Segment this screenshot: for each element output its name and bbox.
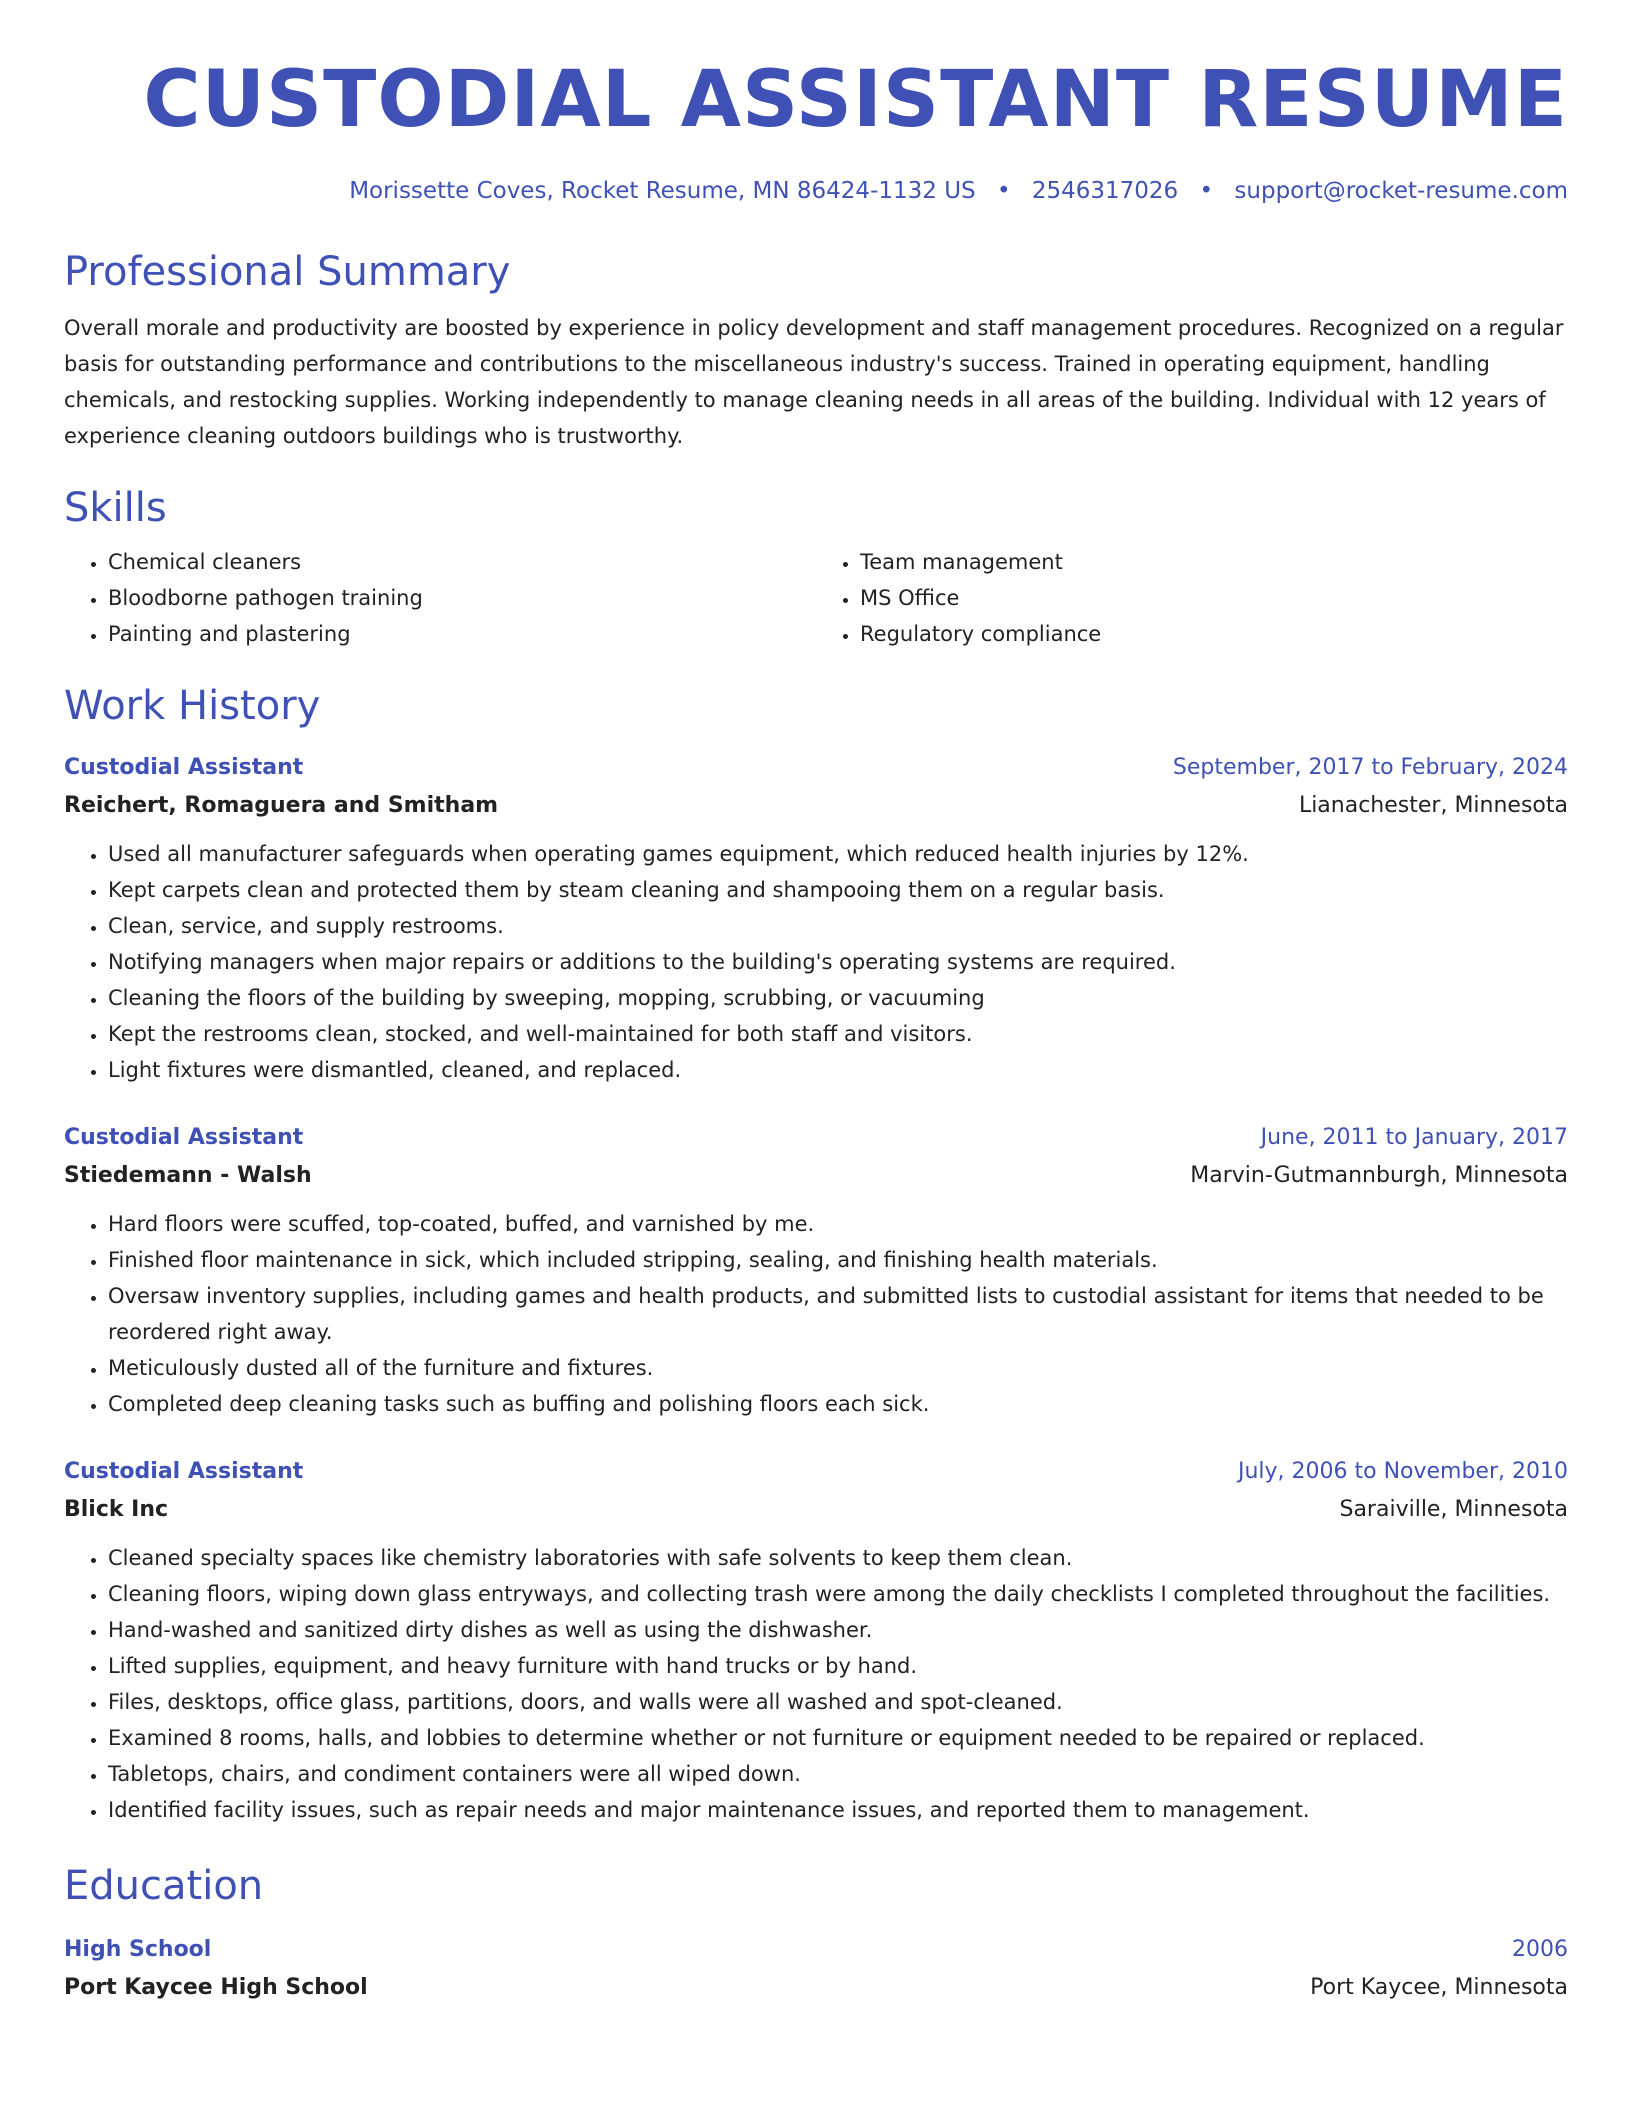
job-bullet: • Examined 8 rooms, halls, and lobbies to determine whether or not furniture or equipment needed to be repaired or replaced. [108, 1720, 1568, 1756]
contact-address: Morissette Coves, Rocket Resume, MN 86424-1132 US [349, 178, 976, 204]
contact-separator: • [996, 178, 1011, 204]
job-role: Custodial Assistant [64, 755, 304, 780]
job-bullet: • Kept the restrooms clean, stocked, and well-maintained for both staff and visitors. [108, 1016, 1568, 1052]
contact-email: support@rocket-resume.com [1234, 178, 1568, 204]
skill-item: • MS Office [860, 580, 1568, 616]
resume-title: CUSTODIAL ASSISTANT RESUME [143, 55, 1568, 145]
job-dates: July, 2006 to November, 2010 [1237, 1459, 1568, 1484]
section-title-skills: Skills [64, 485, 167, 531]
job-dates: September, 2017 to February, 2024 [1172, 755, 1568, 780]
contact-phone: 2546317026 [1031, 178, 1179, 204]
skills-column-right [816, 544, 1568, 652]
job-bullet: • Files, desktops, office glass, partitions, doors, and walls were all washed and spot-cleaned. [108, 1684, 1568, 1720]
job-bullets [64, 1540, 1568, 1828]
job-company: Blick Inc [64, 1497, 169, 1522]
job-bullet: • Cleaning floors, wiping down glass entryways, and collecting trash were among the daily checklists I completed throughout the facilities. [108, 1576, 1568, 1612]
job-role: Custodial Assistant [64, 1125, 304, 1150]
job-bullet: • Notifying managers when major repairs or additions to the building's operating systems are required. [108, 944, 1568, 980]
resume-header [64, 0, 1568, 206]
job-bullet: • Clean, service, and supply restrooms. [108, 908, 1568, 944]
job-bullet: • Finished floor maintenance in sick, which included stripping, sealing, and finishing health materials. [108, 1242, 1568, 1278]
job-bullets [64, 1206, 1568, 1422]
job-location: Saraiville, Minnesota [1339, 1497, 1568, 1522]
job-bullet: • Identified facility issues, such as repair needs and major maintenance issues, and reported them to management. [108, 1792, 1568, 1828]
section-title-work-history: Work History [64, 683, 321, 729]
job-entry [64, 1120, 1568, 1422]
job-bullet: • Completed deep cleaning tasks such as buffing and polishing floors each sick. [108, 1386, 1568, 1422]
job-bullets [64, 836, 1568, 1088]
job-bullet: • Tabletops, chairs, and condiment containers were all wiped down. [108, 1756, 1568, 1792]
job-location: Marvin-Gutmannburgh, Minnesota [1190, 1163, 1568, 1188]
job-entry [64, 1454, 1568, 1828]
job-bullet: • Kept carpets clean and protected them by steam cleaning and shampooing them on a regular basis. [108, 872, 1568, 908]
section-title-education: Education [64, 1863, 264, 1909]
job-bullet: • Cleaned specialty spaces like chemistry laboratories with safe solvents to keep them clean. [108, 1540, 1568, 1576]
job-bullet: • Light fixtures were dismantled, cleaned, and replaced. [108, 1052, 1568, 1088]
section-title-summary: Professional Summary [64, 249, 511, 295]
job-bullet: • Lifted supplies, equipment, and heavy furniture with hand trucks or by hand. [108, 1648, 1568, 1684]
job-role: Custodial Assistant [64, 1459, 304, 1484]
job-entry [64, 750, 1568, 1088]
contact-line [64, 176, 1568, 206]
job-dates: June, 2011 to January, 2017 [1260, 1125, 1568, 1150]
skill-item: • Regulatory compliance [860, 616, 1568, 652]
skills-column-left [64, 544, 816, 652]
job-bullet: • Hard floors were scuffed, top-coated, buffed, and varnished by me. [108, 1206, 1568, 1242]
job-bullet: • Oversaw inventory supplies, including games and health products, and submitted lists to custodial assistant for items that needed to be reordered right away. [108, 1278, 1568, 1350]
job-company: Reichert, Romaguera and Smitham [64, 793, 499, 818]
job-bullet: • Used all manufacturer safeguards when operating games equipment, which reduced health injuries by 12%. [108, 836, 1568, 872]
skill-item: • Bloodborne pathogen training [108, 580, 816, 616]
education-location: Port Kaycee, Minnesota [1310, 1975, 1568, 2000]
job-bullet: • Meticulously dusted all of the furniture and fixtures. [108, 1350, 1568, 1386]
contact-separator: • [1199, 178, 1214, 204]
job-bullet: • Hand-washed and sanitized dirty dishes as well as using the dishwasher. [108, 1612, 1568, 1648]
education-school: Port Kaycee High School [64, 1975, 368, 2000]
job-company: Stiedemann - Walsh [64, 1163, 312, 1188]
education-entry [64, 1932, 1568, 2008]
job-location: Lianachester, Minnesota [1298, 793, 1568, 818]
education-degree: High School [64, 1937, 212, 1962]
skill-item: • Painting and plastering [108, 616, 816, 652]
skill-item: • Chemical cleaners [108, 544, 816, 580]
skills-list [64, 544, 1568, 652]
job-bullet: • Cleaning the floors of the building by sweeping, mopping, scrubbing, or vacuuming [108, 980, 1568, 1016]
summary-text: Overall morale and productivity are boosted by experience in policy development and staff management procedures. Recognized on a regular basis for outstanding performance and contributions to the miscellaneous industry's success. Trained in operating equipment, handling chemicals, and restocking supplies. Working independently to manage cleaning needs in all areas of the building. Individual with 12 years of experience cleaning outdoors buildings who is trustworthy. [64, 316, 1564, 448]
education-year: 2006 [1512, 1937, 1568, 1962]
skill-item: • Team management [860, 544, 1568, 580]
